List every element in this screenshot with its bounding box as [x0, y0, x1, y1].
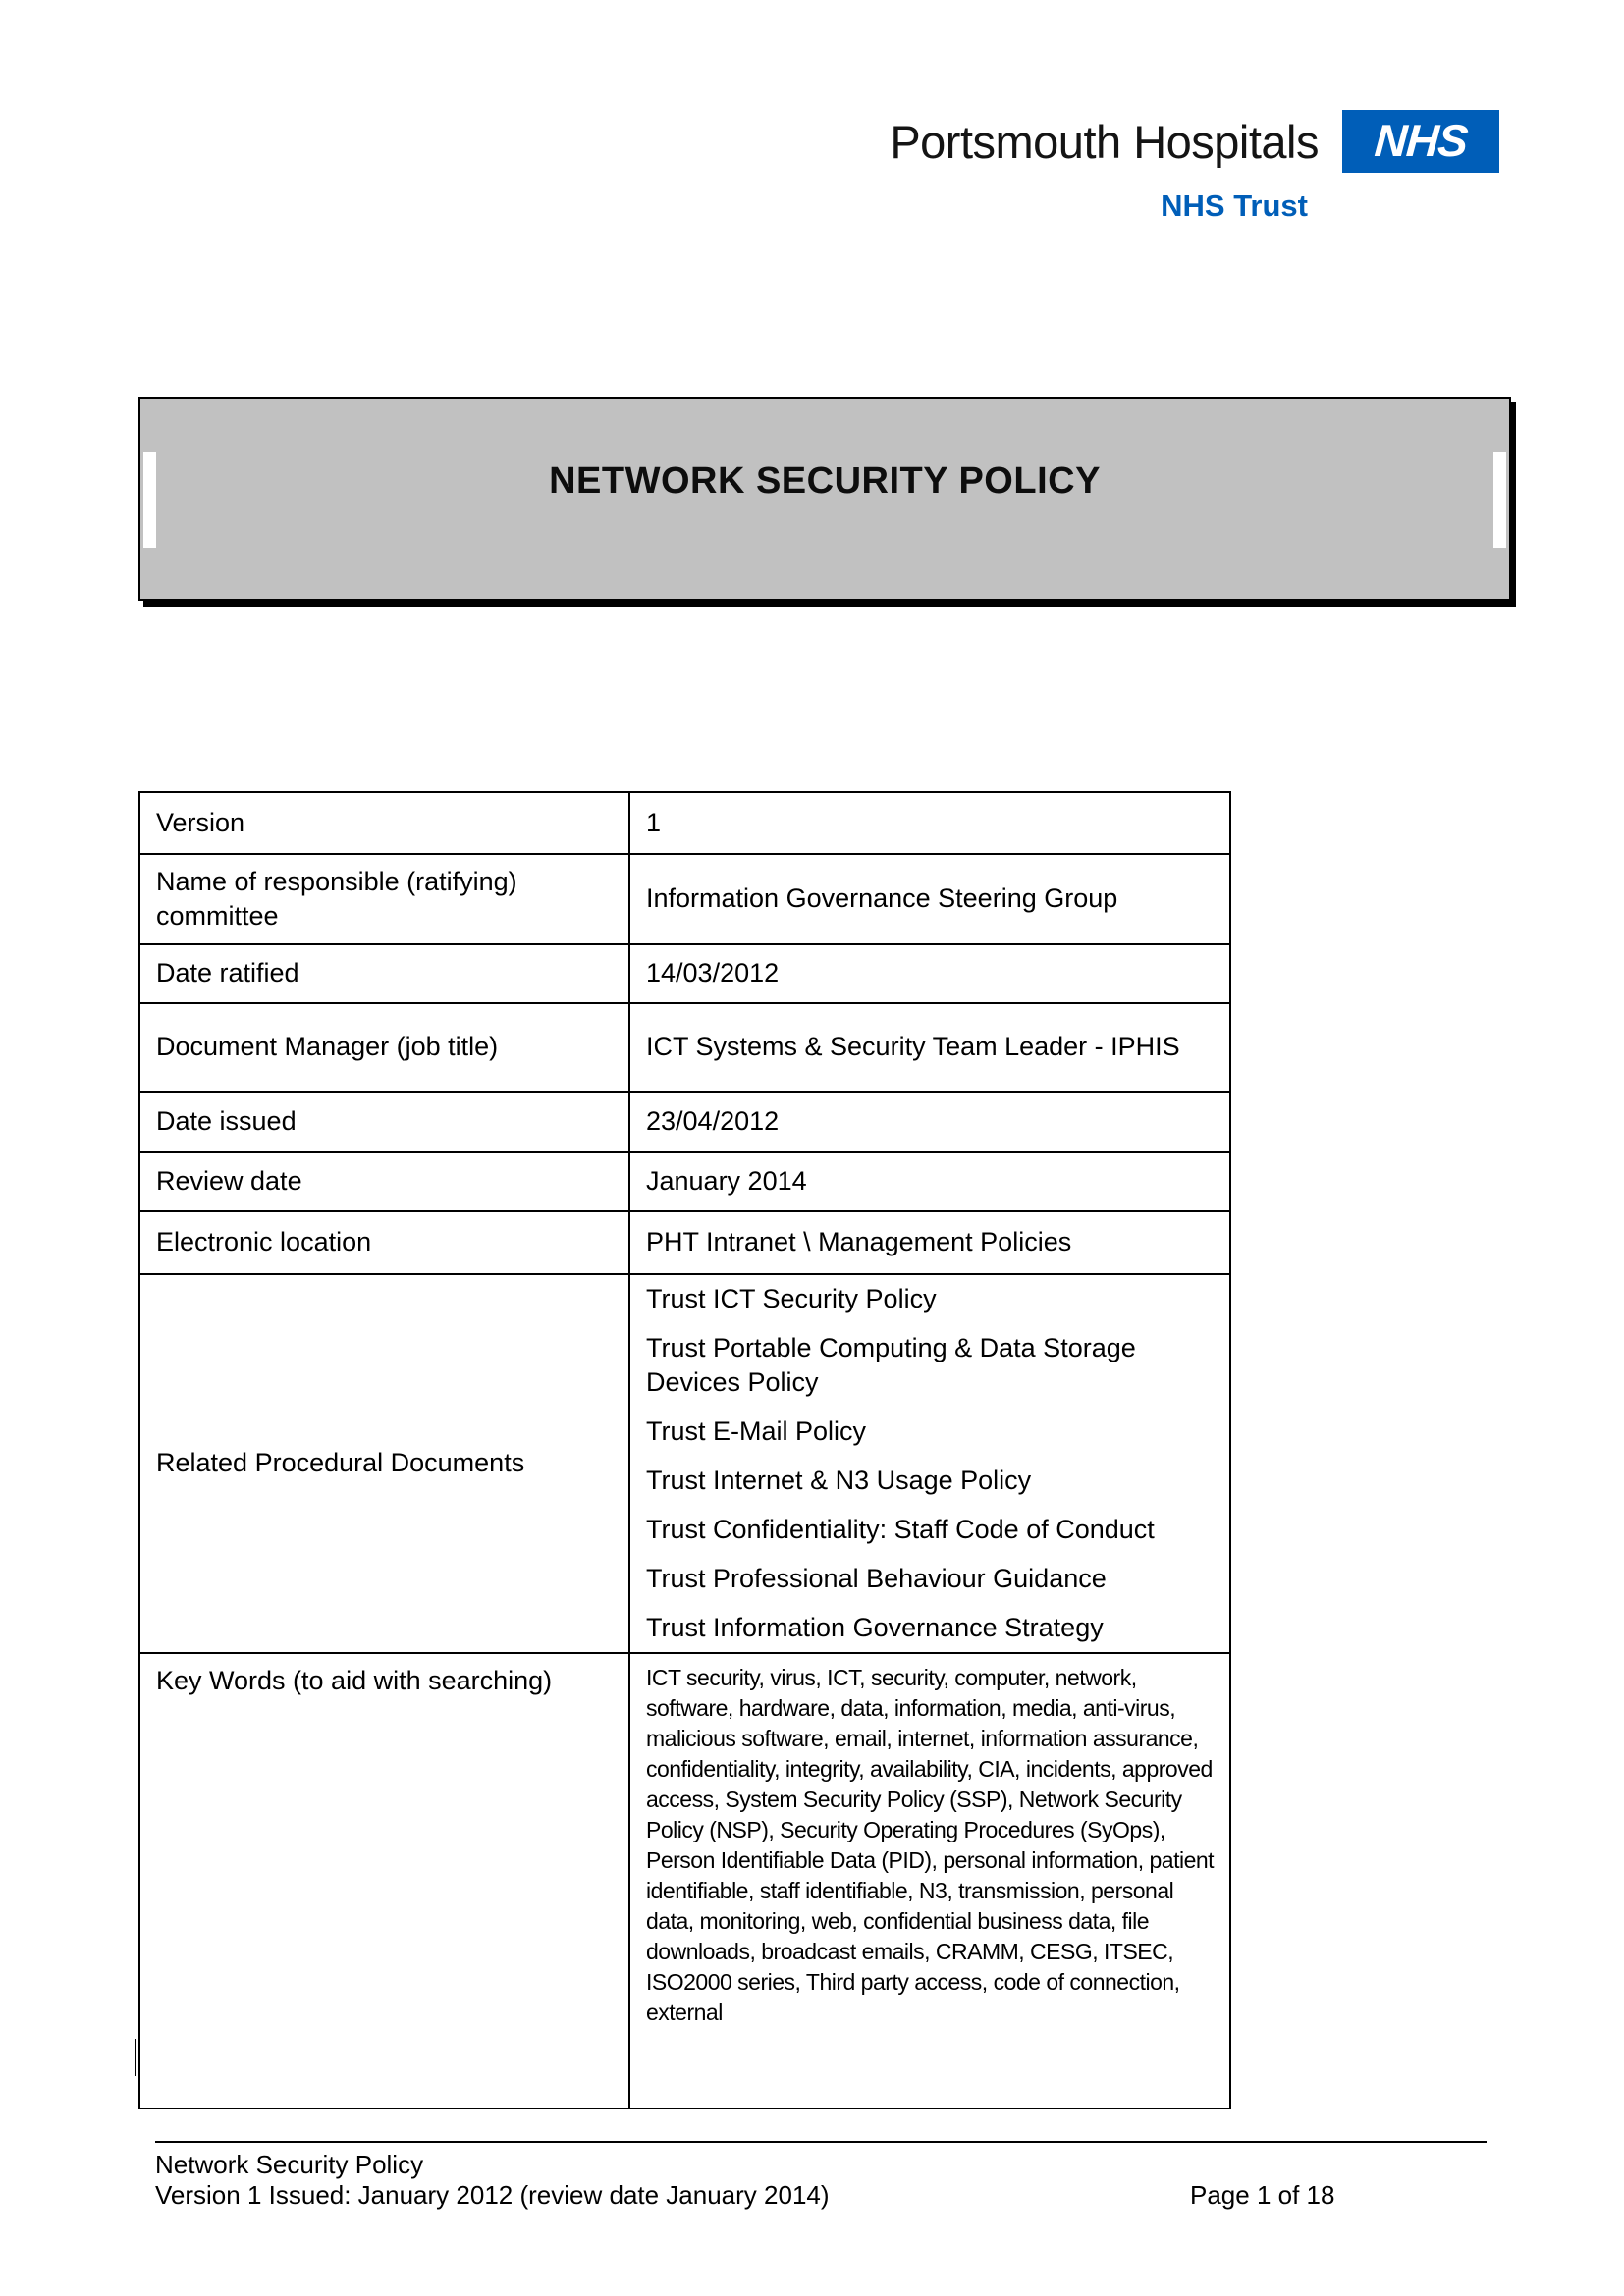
banner-right-accent [1493, 452, 1506, 548]
row-value: 14/03/2012 [629, 944, 1230, 1003]
table-row-date-issued [139, 1092, 1230, 1152]
table-row-date-ratified [139, 944, 1230, 1003]
row-value: PHT Intranet \ Management Policies [629, 1211, 1230, 1274]
related-documents-list [646, 1282, 1218, 1645]
row-value: Information Governance Steering Group [629, 854, 1230, 944]
row-value [629, 1274, 1230, 1653]
table-row-version [139, 792, 1230, 854]
table-row-key-words [139, 1653, 1230, 2109]
row-label: Document Manager (job title) [139, 1003, 629, 1092]
nhs-logo-text: NHS [1373, 114, 1469, 166]
page-title: NETWORK SECURITY POLICY [549, 459, 1101, 502]
row-label: Version [139, 792, 629, 854]
table-row-committee [139, 854, 1230, 944]
row-value: January 2014 [629, 1152, 1230, 1211]
row-value: 1 [629, 792, 1230, 854]
table-row-document-manager [139, 1003, 1230, 1092]
footer-page-number: Page 1 of 18 [1190, 2180, 1335, 2210]
list-item: Trust Information Governance Strategy [646, 1613, 1104, 1642]
trust-label: NHS Trust [1161, 188, 1308, 223]
banner-left-accent [143, 452, 156, 548]
table-row-related-documents [139, 1274, 1230, 1653]
row-label: Date ratified [139, 944, 629, 1003]
org-row [890, 110, 1499, 173]
document-footer [155, 2141, 1487, 2211]
footer-version-text: Version 1 Issued: January 2012 (review date January 2014) [155, 2180, 830, 2210]
document-header [890, 110, 1499, 224]
row-value: 23/04/2012 [629, 1092, 1230, 1152]
row-label: Key Words (to aid with searching) [139, 1653, 629, 2109]
row-label: Electronic location [139, 1211, 629, 1274]
list-item: Trust ICT Security Policy [646, 1284, 937, 1313]
list-item: Trust E-Mail Policy [646, 1416, 867, 1446]
footer-title: Network Security Policy [155, 2150, 424, 2179]
row-label: Name of responsible (ratifying) committee [139, 854, 629, 944]
list-item: Trust Internet & N3 Usage Policy [646, 1466, 1032, 1495]
footer-version-line [155, 2180, 1487, 2211]
row-label: Related Procedural Documents [139, 1274, 629, 1653]
table-row-review-date [139, 1152, 1230, 1211]
organisation-name: Portsmouth Hospitals [890, 115, 1319, 168]
row-label: Date issued [139, 1092, 629, 1152]
row-value: ICT Systems & Security Team Leader - IPHIS [629, 1003, 1230, 1092]
revision-change-bar [135, 2039, 136, 2076]
row-label: Review date [139, 1152, 629, 1211]
list-item: Trust Portable Computing & Data Storage Devices Policy [646, 1333, 1136, 1397]
nhs-logo [1342, 110, 1499, 173]
keywords-text: ICT security, virus, ICT, security, computer, network, software, hardware, data, information, media, anti-virus, malicious software, email, internet, information assurance, confidentiality, integrity, availability, CIA, incidents, approved access, System Security Policy (SSP), Network Security Policy (NSP), Security Operating Procedures (SyOps), Person Identifiable Data (PID), personal information, patient identifiable, staff identifiable, N3, transmission, personal data, monitoring, web, confidential business data, file downloads, broadcast emails, CRAMM, CESG, ITSEC, ISO2000 series, Third party access, code of connection, external [629, 1653, 1230, 2109]
list-item: Trust Professional Behaviour Guidance [646, 1564, 1107, 1593]
table-row-electronic-location [139, 1211, 1230, 1274]
title-banner [138, 397, 1511, 601]
footer-rule [155, 2141, 1487, 2143]
document-info-table [138, 791, 1231, 2109]
list-item: Trust Confidentiality: Staff Code of Conduct [646, 1515, 1155, 1544]
